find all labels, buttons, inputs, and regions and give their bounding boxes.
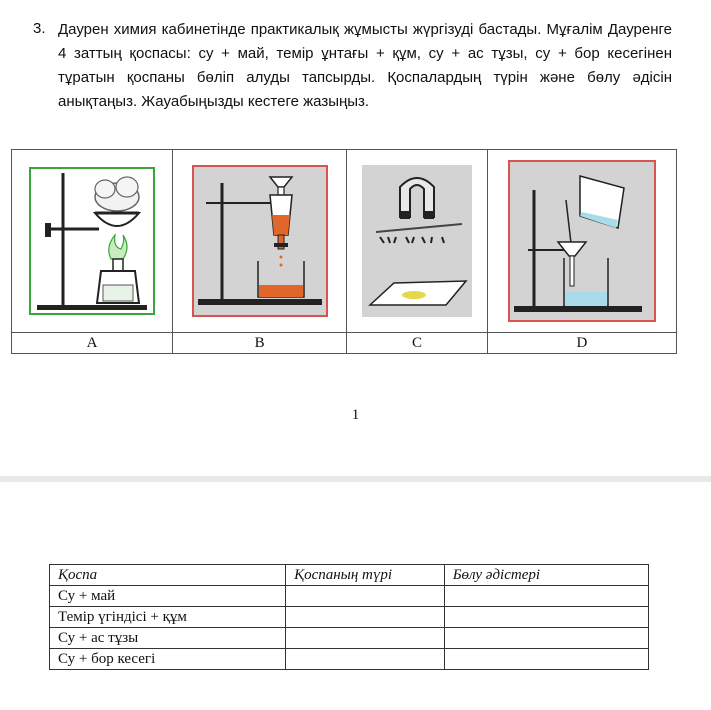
method-cell[interactable] bbox=[444, 607, 648, 628]
figure-label-d: D bbox=[487, 333, 676, 354]
figure-label-c: C bbox=[347, 333, 488, 354]
method-cell[interactable] bbox=[444, 649, 648, 670]
mixture-cell: Су + бор кесегі bbox=[50, 649, 286, 670]
answer-table bbox=[49, 564, 649, 670]
table-row bbox=[50, 628, 649, 649]
mixture-cell: Темір үгіндісі + құм bbox=[50, 607, 286, 628]
table-row bbox=[50, 649, 649, 670]
figure-label-b: B bbox=[173, 333, 347, 354]
figure-cell-b bbox=[173, 150, 347, 333]
figure-cell-c bbox=[347, 150, 488, 333]
separating-funnel-illustration bbox=[192, 165, 328, 317]
method-cell[interactable] bbox=[444, 628, 648, 649]
question-text: Даурен химия кабинетінде практикалық жұмысты жүргізуді бастады. Мұғалім Дауренге 4 заттың қоспасы: су + май, темір ұнтағы + құм, су + ас тұзы, су + бор кесегінен тұратын қоспаны бөліп алуды тапсырды. Қоспалардың түрін және бөлу әдісін анықтаңыз. Жауабыңызды кестеге жазыңыз. bbox=[58, 21, 672, 110]
header-mixture-type: Қоспаның түрі bbox=[286, 565, 445, 586]
question-number: 3. bbox=[33, 20, 46, 37]
method-cell[interactable] bbox=[444, 586, 648, 607]
type-cell[interactable] bbox=[286, 628, 445, 649]
answer-table-header bbox=[50, 565, 649, 586]
figure-cell-d bbox=[487, 150, 676, 333]
table-row bbox=[50, 586, 649, 607]
figure-cell-a bbox=[12, 150, 173, 333]
worksheet-page-2 bbox=[0, 482, 711, 710]
page-number: 1 bbox=[351, 407, 360, 423]
evaporation-illustration bbox=[29, 167, 155, 315]
header-separation-method: Бөлу әдістері bbox=[444, 565, 648, 586]
mixture-cell: Су + май bbox=[50, 586, 286, 607]
mixture-cell: Су + ас тұзы bbox=[50, 628, 286, 649]
filtration-illustration bbox=[508, 160, 656, 322]
table-row bbox=[50, 607, 649, 628]
type-cell[interactable] bbox=[286, 607, 445, 628]
figure-table bbox=[11, 149, 677, 354]
type-cell[interactable] bbox=[286, 586, 445, 607]
figure-label-a: A bbox=[12, 333, 173, 354]
type-cell[interactable] bbox=[286, 649, 445, 670]
magnet-separation-illustration bbox=[362, 165, 472, 317]
header-mixture: Қоспа bbox=[50, 565, 286, 586]
